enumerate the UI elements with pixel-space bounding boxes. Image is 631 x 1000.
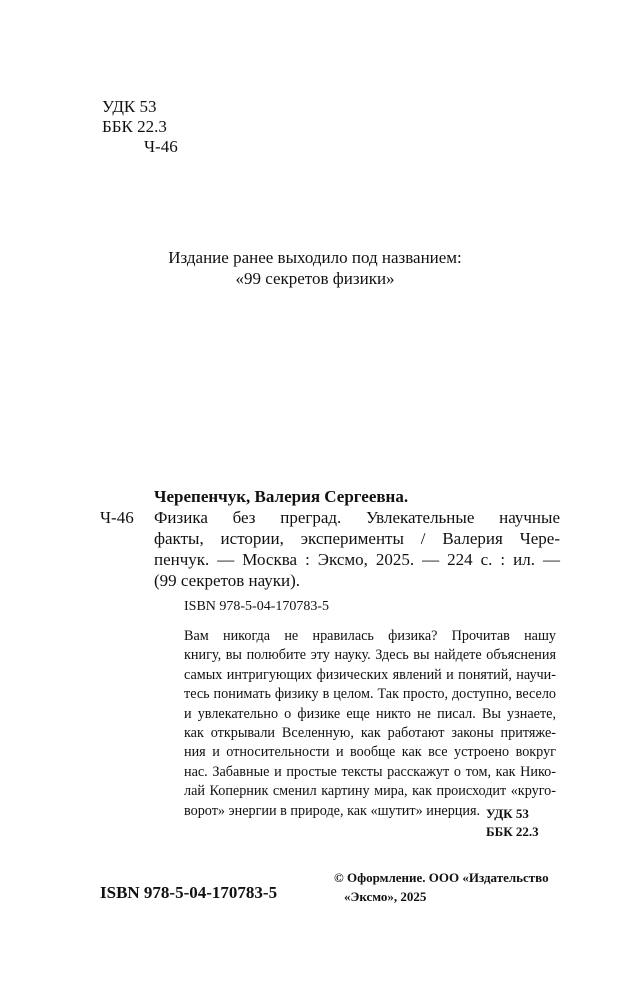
annotation-line: тесь понимать физику в целом. Так просто, доступно, весело — [184, 686, 556, 703]
author-mark: Ч-46 — [144, 137, 178, 156]
annotation-line: как открывали Вселенную, как работают законы притяже- — [184, 725, 556, 742]
footer-classification-codes — [486, 805, 539, 841]
annotation-line: лай Коперник сменил картину мира, как происходит «круго- — [184, 783, 556, 800]
copyright-notice — [334, 868, 559, 906]
description-line: (99 секретов науки). — [154, 571, 301, 590]
annotation-line: книгу, вы полюбите эту науку. Здесь вы найдете объяснения — [184, 647, 556, 664]
record-author-mark: Ч-46 — [100, 508, 134, 527]
classification-codes — [102, 97, 178, 157]
isbn: ISBN 978-5-04-170783-5 — [100, 883, 278, 902]
annotation-line: Вам никогда не нравилась физика? Прочитав нашу — [184, 628, 556, 644]
annotation-line: самых интригующих физических явлений и понятий, научи- — [184, 666, 556, 683]
previous-edition-title: «99 секретов физики» — [235, 269, 395, 288]
previous-edition-note — [150, 247, 480, 289]
udk-code: УДК 53 — [102, 97, 157, 116]
copyright-line: «Эксмо», 2025 — [344, 889, 427, 904]
record-description — [154, 507, 560, 591]
copyright-line: © Оформление. ООО «Издательство — [334, 870, 549, 885]
footer-udk-code: УДК 53 — [486, 806, 529, 821]
record-isbn: ISBN 978-5-04-170783-5 — [184, 599, 330, 614]
annotation-line: ния и относительности и вообще как все устроено вокруг — [184, 744, 556, 761]
previous-edition-line: Издание ранее выходило под названием: — [168, 248, 462, 267]
bibliographic-record — [100, 486, 560, 591]
bbk-code: ББК 22.3 — [102, 117, 167, 136]
description-line: Физика без преград. Увлекательные научные — [154, 508, 560, 527]
description-line: пенчук. — Москва : Эксмо, 2025. — 224 с. : ил. — — [154, 550, 560, 569]
annotation-line: и увлекательно о физике еще никто не писал. Вы узнаете, — [184, 705, 556, 722]
footer-bbk-code: ББК 22.3 — [486, 824, 539, 839]
record-author: Черепенчук, Валерия Сергеевна. — [154, 487, 409, 506]
annotation — [184, 627, 556, 821]
description-line: факты, истории, эксперименты / Валерия Чере- — [154, 529, 560, 548]
annotation-line: ворот» энергии в природе, как «шутит» инерция. — [184, 802, 481, 819]
annotation-line: нас. Забавные и простые тексты расскажут о том, как Нико- — [184, 763, 556, 780]
